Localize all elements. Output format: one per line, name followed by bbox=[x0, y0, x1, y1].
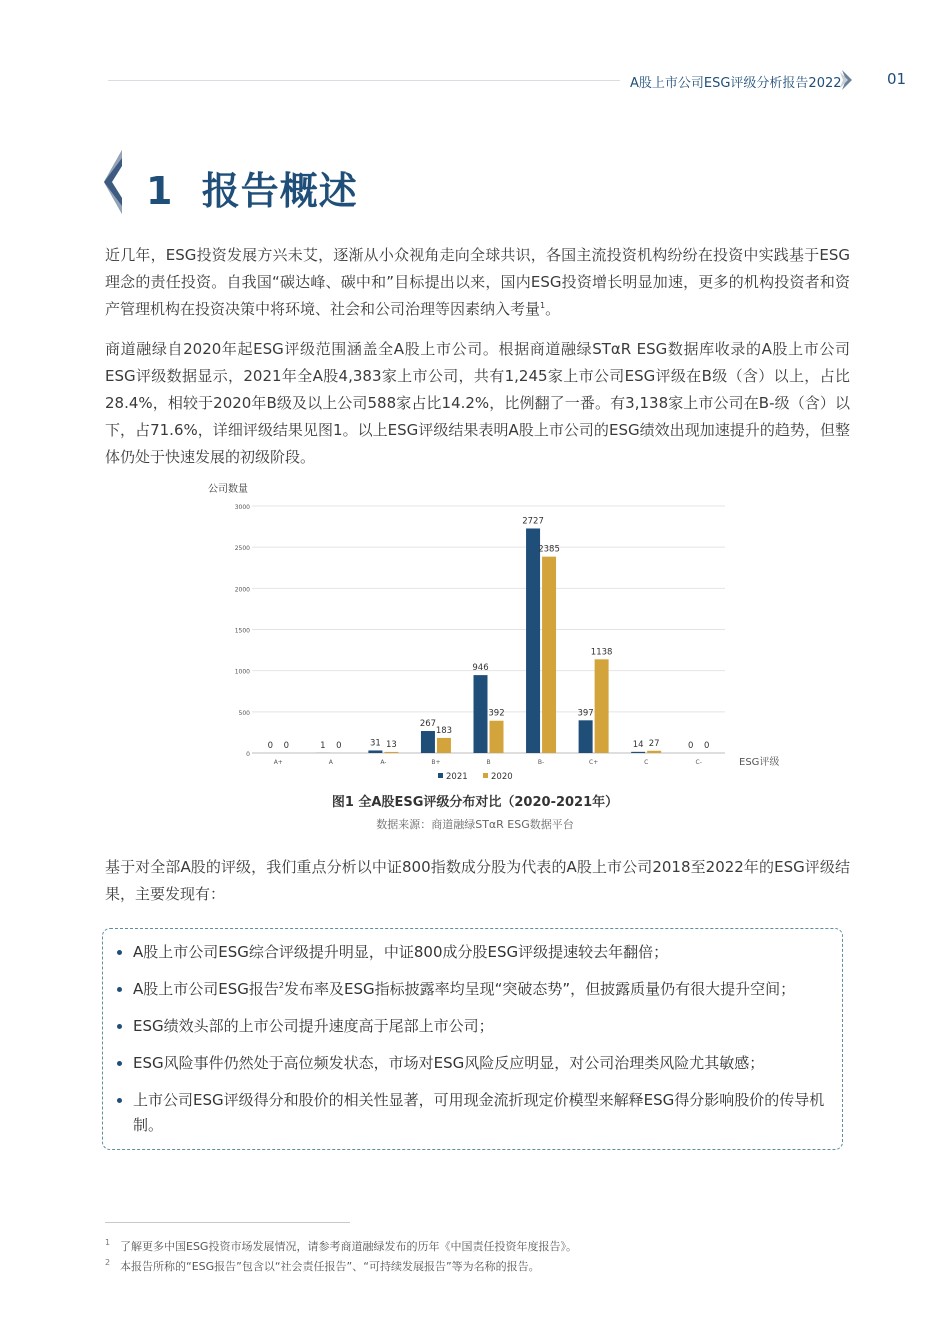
intro-paragraph-2: 商道融绿自2020年起ESG评级范围涵盖全A股上市公司。根据商道融绿STαR ESG数据库收录的A股上市公司ESG评级数据显示，2021年全A股4,383家上市公司，共有1,245家上市公司ESG评级在B级（含）以上，占比28.4%，相较于2020年B级及以上公司588家占比14.2%，比例翻了一番。有3,138家上市公司在B-级（含）以下，占71.6%，详细评级结果见图1。以上ESG评级结果表明A股上市公司的ESG绩效出现加速提升的趋势，但整体仍处于快速发展的初级阶段。 bbox=[105, 340, 850, 466]
data-label-2021-B+: 267 bbox=[419, 719, 437, 730]
header-rule bbox=[108, 80, 620, 81]
bar-2020-A- bbox=[384, 752, 398, 753]
y-tick-label: 0 bbox=[246, 751, 250, 758]
data-label-2020-B-: 2385 bbox=[538, 544, 560, 555]
x-tick-label: B+ bbox=[431, 759, 441, 766]
x-tick-label: A+ bbox=[273, 759, 283, 766]
bullet-icon bbox=[117, 950, 122, 955]
footnote-2 bbox=[105, 1258, 540, 1274]
data-label-2020-C: 27 bbox=[648, 738, 660, 749]
finding-text: ESG绩效头部的上市公司提升速度高于尾部上市公司； bbox=[133, 1017, 494, 1035]
figure-source: 数据来源：商道融绿STαR ESG数据平台 bbox=[376, 818, 574, 831]
y-tick-label: 2500 bbox=[234, 545, 250, 553]
finding-text-cont: 发布率及ESG指标披露率均呈现“突破态势”，但披露质量仍有很大提升空间； bbox=[283, 980, 796, 998]
data-label-2020-C-: 0 bbox=[704, 741, 710, 751]
intro-paragraph-1 bbox=[105, 242, 850, 323]
footnote-number: 1 bbox=[105, 1238, 111, 1247]
intro-paragraph-1-text: 近几年，ESG投资发展方兴未艾，逐渐从小众视角走向全球共识，各国主流投资机构纷纷在投资中实践基于ESG理念的责任投资。自我国“碳达峰、碳中和”目标提出以来，国内ESG投资增长明显加速，更多的机构投资者和资产管理机构在投资决策中将环境、社会和公司治理等因素纳入考量 bbox=[105, 246, 850, 318]
data-label-2020-B: 392 bbox=[488, 708, 505, 719]
findings-intro-paragraph: 基于对全部A股的评级，我们重点分析以中证800指数成分股为代表的A股上市公司2018至2022年的ESG评级结果，主要发现有： bbox=[105, 858, 850, 903]
data-label-2021-A+: 0 bbox=[267, 741, 273, 751]
y-tick-label: 500 bbox=[238, 709, 250, 717]
intro-paragraph-1-end: 。 bbox=[545, 300, 561, 318]
finding-text: A股上市公司ESG综合评级提升明显，中证800成分股ESG评级提速较去年翻倍； bbox=[133, 943, 669, 961]
footnote-rule bbox=[105, 1222, 350, 1223]
y-tick-label: 2000 bbox=[234, 586, 250, 594]
x-tick-label: C bbox=[644, 759, 649, 766]
data-label-2020-C+: 1138 bbox=[590, 647, 613, 658]
bullet-icon bbox=[117, 1098, 122, 1103]
key-findings-box bbox=[102, 928, 843, 1150]
y-tick-label: 1000 bbox=[234, 668, 250, 676]
finding-item bbox=[117, 1088, 829, 1138]
section-title-text: 报告概述 bbox=[201, 169, 358, 213]
x-tick-label: A- bbox=[380, 759, 387, 766]
bar-2021-B- bbox=[526, 528, 540, 753]
section-chevron-icon bbox=[100, 150, 128, 214]
data-label-2020-A+: 0 bbox=[283, 741, 289, 751]
data-label-2020-A-: 13 bbox=[385, 739, 397, 750]
footnote-text: 了解更多中国ESG投资市场发展情况，请参考商道融绿发布的历年《中国责任投资年度报告》。 bbox=[120, 1240, 577, 1253]
data-label-2021-C+: 397 bbox=[577, 708, 594, 719]
footnote-ref-1: 1 bbox=[540, 301, 546, 310]
figure-caption: 图1 全A股ESG评级分布对比（2020-2021年） bbox=[331, 795, 619, 810]
data-label-2020-A: 0 bbox=[336, 741, 342, 751]
x-axis-label: ESG评级 bbox=[739, 757, 780, 768]
header-title: A股上市公司ESG评级分析报告2022 bbox=[630, 76, 842, 91]
bar-2021-C bbox=[631, 752, 645, 753]
bullet-icon bbox=[117, 1061, 122, 1066]
chevron-right-icon bbox=[840, 70, 852, 90]
bar-2020-B- bbox=[542, 557, 556, 753]
y-axis-label: 公司数量 bbox=[208, 484, 248, 495]
finding-item bbox=[117, 1051, 829, 1076]
section-title bbox=[146, 160, 358, 215]
legend-swatch-2020 bbox=[483, 773, 488, 778]
bar-2020-C+ bbox=[595, 659, 609, 753]
data-label-2020-B+: 183 bbox=[435, 725, 453, 736]
bullet-icon bbox=[117, 987, 122, 992]
esg-rating-bar-chart bbox=[200, 478, 800, 788]
x-tick-label: C- bbox=[695, 759, 702, 766]
page-number: 01 bbox=[887, 70, 907, 88]
finding-text: ESG风险事件仍然处于高位频发状态，市场对ESG风险反应明显，对公司治理类风险尤其敏感； bbox=[133, 1054, 765, 1072]
finding-text: A股上市公司ESG报告 bbox=[133, 980, 279, 998]
x-tick-label: B bbox=[486, 759, 491, 766]
finding-text: 上市公司ESG评级得分和股价的相关性显著，可用现金流折现定价模型来解释ESG得分影响股价的传导机制。 bbox=[133, 1091, 825, 1134]
data-label-2021-A: 1 bbox=[320, 740, 326, 751]
footnote-ref-2: 2 bbox=[278, 981, 284, 990]
data-label-2021-B: 946 bbox=[472, 663, 489, 674]
y-tick-label: 1500 bbox=[234, 627, 250, 635]
x-tick-label: B- bbox=[537, 759, 545, 766]
bar-2021-B bbox=[474, 675, 488, 753]
footnote-text: 本报告所称的“ESG报告”包含以“社会责任报告”、“可持续发展报告”等为名称的报告。 bbox=[120, 1260, 540, 1273]
bar-2021-B+ bbox=[421, 731, 435, 753]
bar-2021-C+ bbox=[579, 720, 593, 753]
footnote-number: 2 bbox=[105, 1258, 111, 1267]
finding-item bbox=[117, 1014, 829, 1039]
legend-label-2020: 2020 bbox=[491, 772, 513, 782]
x-tick-label: C+ bbox=[589, 759, 599, 766]
bar-2020-C bbox=[647, 751, 661, 753]
bar-2021-A- bbox=[368, 750, 382, 753]
data-label-2021-C-: 0 bbox=[688, 741, 694, 751]
y-tick-label: 3000 bbox=[234, 504, 250, 511]
section-number: 1 bbox=[146, 169, 174, 213]
data-label-2021-A-: 31 bbox=[369, 738, 381, 749]
bar-2020-B bbox=[490, 721, 504, 753]
finding-item bbox=[117, 940, 829, 965]
data-label-2021-C: 14 bbox=[632, 739, 644, 750]
legend-swatch-2021 bbox=[438, 773, 443, 778]
bullet-icon bbox=[117, 1024, 122, 1029]
footnote-1 bbox=[105, 1238, 577, 1254]
data-label-2021-B-: 2727 bbox=[522, 516, 544, 527]
x-tick-label: A bbox=[328, 759, 333, 766]
bar-2020-B+ bbox=[437, 738, 451, 753]
finding-item bbox=[117, 977, 829, 1002]
legend-label-2021: 2021 bbox=[446, 772, 468, 782]
